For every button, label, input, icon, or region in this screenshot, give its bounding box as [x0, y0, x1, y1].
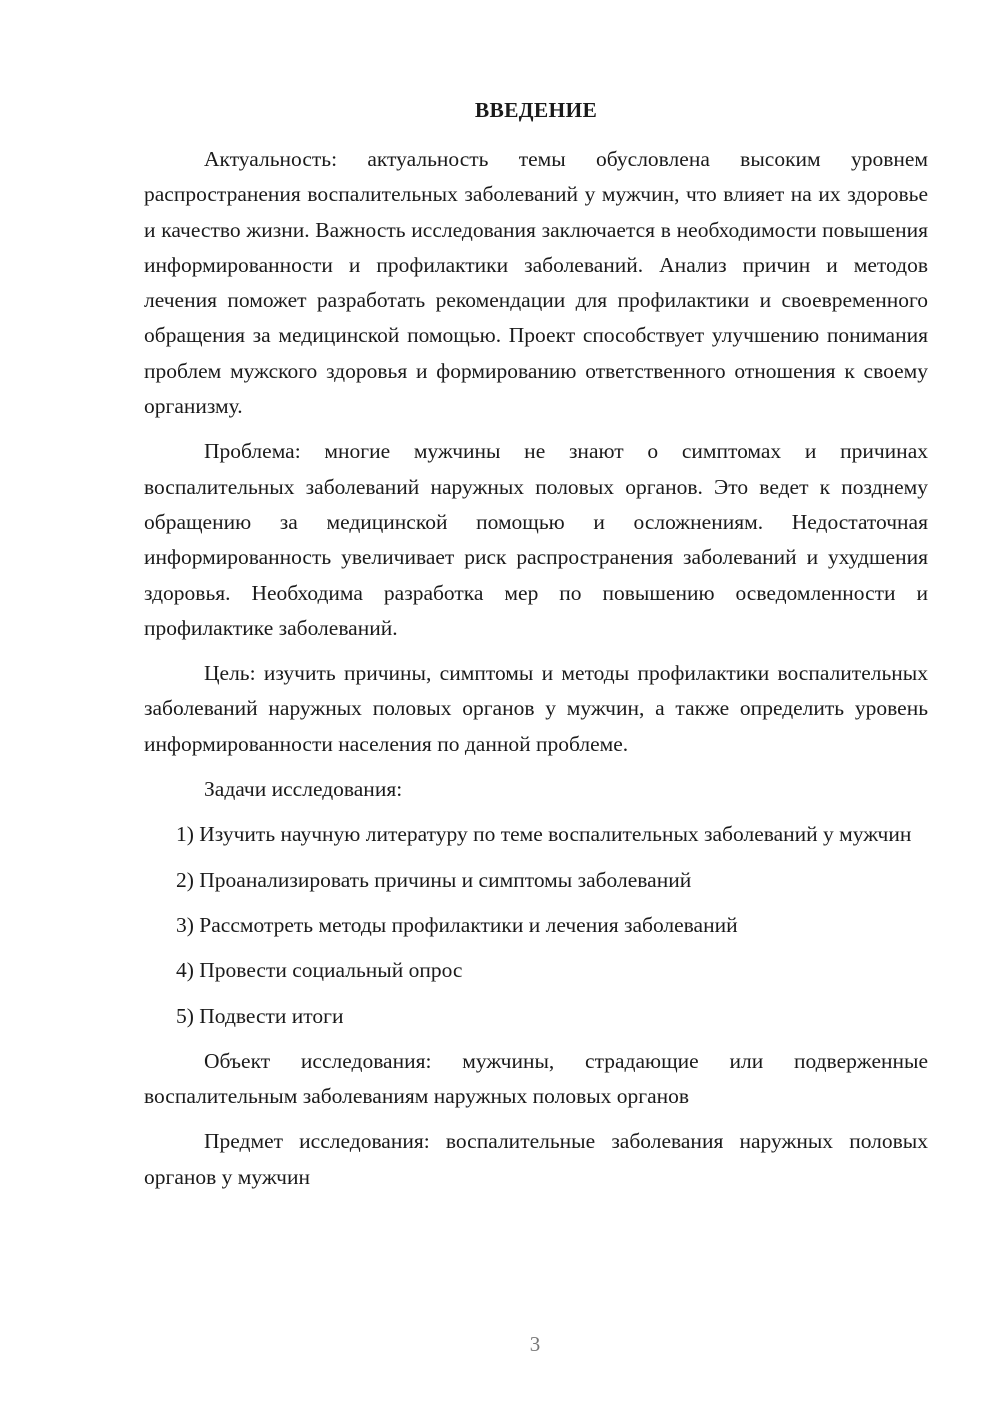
- problem-paragraph: Проблема: многие мужчины не знают о симптомах и причинах воспалительных заболеваний наружных половых органов. Это ведет к позднему обращению за медицинской помощью и осложнениям. Недостаточная информированность увеличивает риск распространения заболеваний и ухудшения здоровья. Необходима разработка мер по повышению осведомленности и профилактике заболеваний.: [144, 439, 928, 640]
- page-number: 3: [529, 1332, 541, 1356]
- task-item: 1) Изучить научную литературу по теме воспалительных заболеваний у мужчин: [176, 822, 912, 847]
- tasks-title: Задачи исследования:: [204, 777, 403, 802]
- goal-paragraph: Цель: изучить причины, симптомы и методы профилактики воспалительных заболеваний наружных половых органов у мужчин, а также определить уровень информированности населения по данной проблеме.: [144, 661, 928, 756]
- task-item: 3) Рассмотреть методы профилактики и лечения заболеваний: [176, 912, 738, 937]
- section-heading: ВВЕДЕНИЕ: [474, 98, 598, 122]
- task-item: 4) Провести социальный опрос: [176, 958, 463, 983]
- object-paragraph: Объект исследования: мужчины, страдающие или подверженные воспалительным заболеваниям наружных половых органов: [144, 1048, 928, 1109]
- subject-paragraph: Предмет исследования: воспалительные заболевания наружных половых органов у мужчин: [144, 1129, 928, 1189]
- page-content: [144, 96, 928, 1205]
- task-item: 2) Проанализировать причины и симптомы заболеваний: [176, 867, 692, 892]
- task-item: 5) Подвести итоги: [176, 1003, 344, 1028]
- tasks-list: [144, 817, 928, 1033]
- relevance-paragraph: Актуальность: актуальность темы обусловлена высоким уровнем распространения воспалительных заболеваний у мужчин, что влияет на их здоровье и качество жизни. Важность исследования заключается в необходимости повышения информированности и профилактики заболеваний. Анализ причин и методов лечения поможет разработать рекомендации для профилактики и своевременного обращения за медицинской помощью. Проект способствует улучшению понимания проблем мужского здоровья и формированию ответственного отношения к своему организму.: [144, 147, 928, 419]
